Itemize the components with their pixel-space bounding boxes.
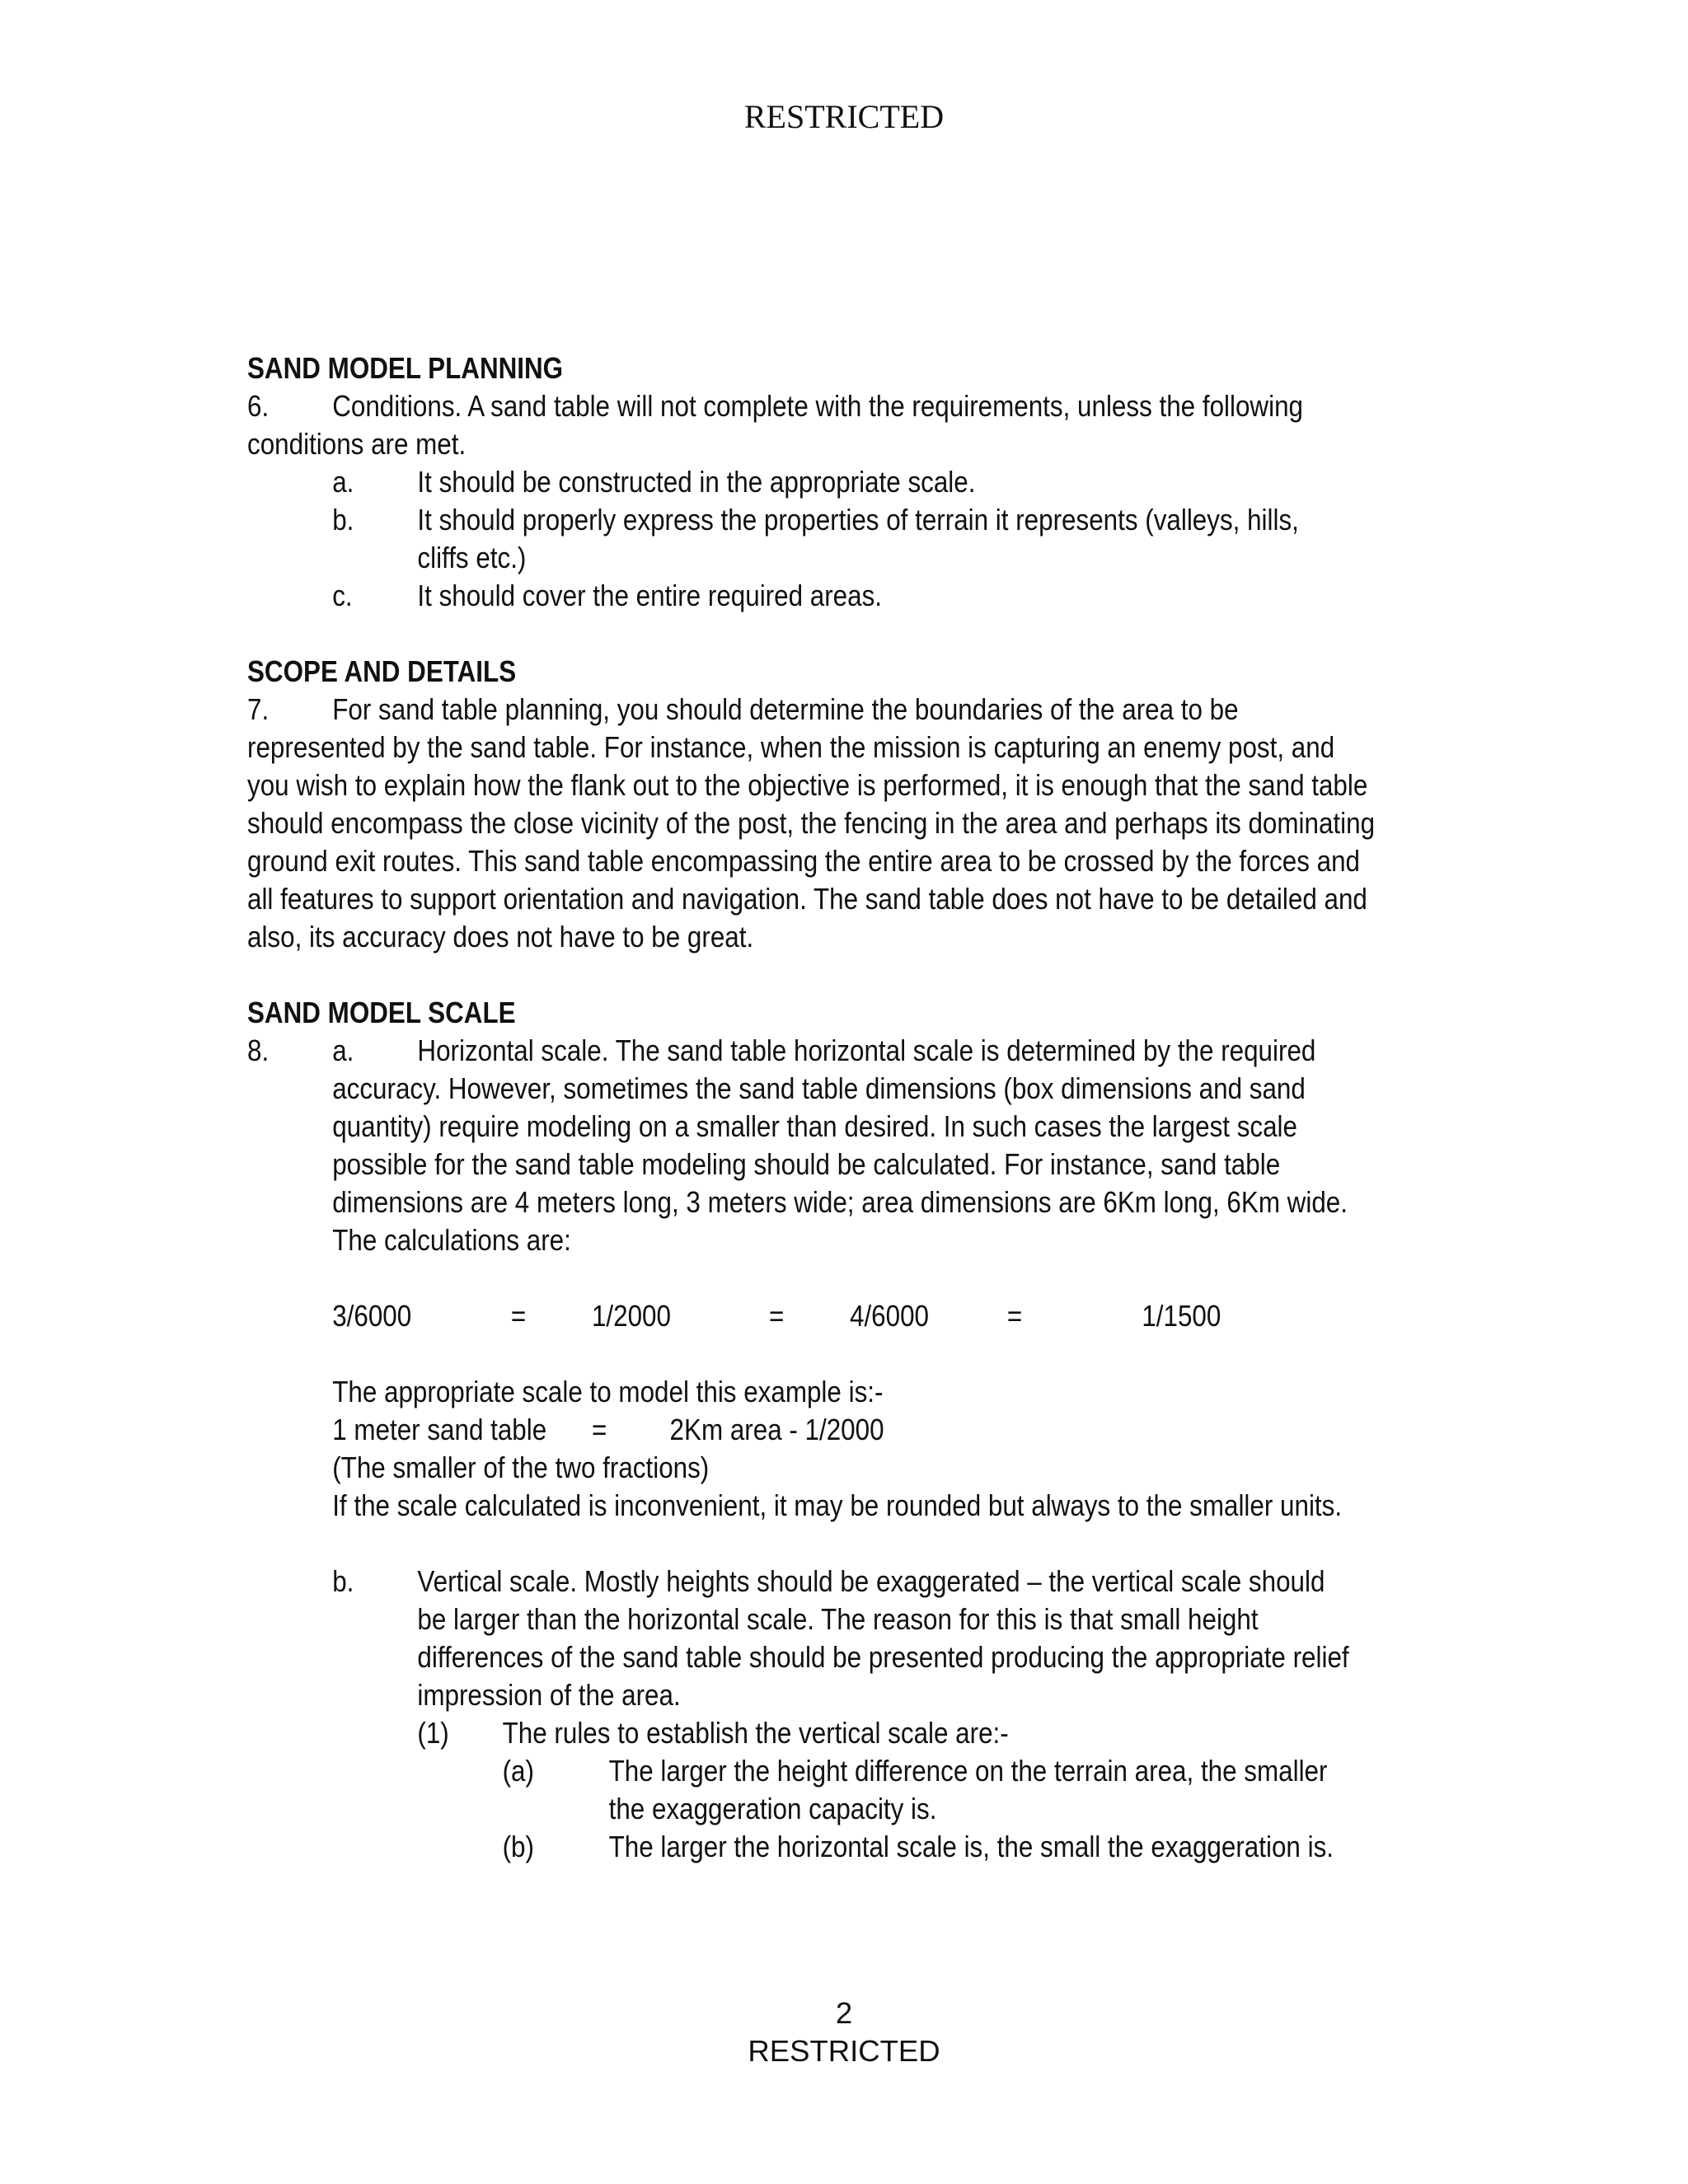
section-heading-scale: SAND MODEL SCALE — [247, 996, 516, 1029]
subparagraph-label: a. — [332, 1033, 354, 1067]
paragraph-7-line: all features to support orientation and navigation. The sand table does not have to be detailed and — [247, 882, 1367, 916]
paragraph-8a-line: possible for the sand table modeling should be calculated. For instance, sand table — [332, 1147, 1281, 1181]
paragraph-8a-line: dimensions are 4 meters long, 3 meters wide; area dimensions are 6Km long, 6Km wide. — [332, 1185, 1348, 1219]
scale-calculation — [332, 1297, 1282, 1335]
classification-header: RESTRICTED — [743, 98, 945, 135]
section-heading-planning: SAND MODEL PLANNING — [247, 351, 564, 385]
subrule-label: (a) — [502, 1754, 534, 1788]
paragraph-7-line: you wish to explain how the flank out to the objective is performed, it is enough that the sand table — [247, 768, 1368, 802]
spacer — [247, 1259, 1282, 1297]
paragraph-text: For sand table planning, you should determine the boundaries of the area to be — [332, 692, 1239, 726]
calc-equals: = — [510, 1299, 527, 1333]
document-body — [247, 349, 1376, 1866]
paragraph-8a-line: The calculations are: — [332, 1223, 571, 1257]
appropriate-scale-intro: The appropriate scale to model this example is:- — [332, 1375, 884, 1408]
list-item-continuation: cliffs etc.) — [417, 541, 527, 574]
calc-term: 1/2000 — [591, 1299, 671, 1333]
paragraph-number: 7. — [247, 692, 270, 726]
page-number: 2 — [835, 1996, 853, 2030]
list-item — [332, 577, 1282, 615]
calc-term: 3/6000 — [332, 1299, 412, 1333]
paragraph-text: Conditions. A sand table will not complete with the requirements, unless the following — [332, 389, 1303, 423]
paragraph-number: 6. — [247, 389, 270, 423]
paragraph-8b-line: differences of the sand table should be presented producing the appropriate relief — [417, 1640, 1349, 1674]
list-item-text: It should be constructed in the appropriate scale. — [417, 465, 976, 499]
smaller-fraction-note: (The smaller of the two fractions) — [332, 1451, 710, 1484]
spacer — [247, 615, 1282, 653]
list-item-text: It should cover the entire required areas. — [417, 579, 882, 612]
list-item — [332, 463, 1282, 501]
paragraph-text: Vertical scale. Mostly heights should be exaggerated – the vertical scale should — [417, 1564, 1325, 1598]
subrule-item — [502, 1752, 1328, 1790]
paragraph-8b-line: impression of the area. — [417, 1678, 681, 1712]
paragraph-7-line — [247, 691, 1282, 729]
paragraph-8a-line: accuracy. However, sometimes the sand table dimensions (box dimensions and sand — [332, 1071, 1306, 1105]
calc-equals: = — [768, 1299, 785, 1333]
paragraph-7-line: ground exit routes. This sand table encompassing the entire area to be crossed by the forces and — [247, 844, 1361, 878]
rule-item — [417, 1714, 1282, 1752]
paragraph-7-line: also, its accuracy does not have to be great. — [247, 920, 754, 954]
list-item-text: It should properly express the properties of terrain it represents (valleys, hills, — [417, 503, 1299, 537]
subrule-text: The larger the horizontal scale is, the small the exaggeration is. — [608, 1830, 1334, 1863]
subparagraph-label: b. — [332, 1564, 354, 1598]
list-item — [332, 501, 1299, 539]
rounding-note: If the scale calculated is inconvenient, it may be rounded but always to the smaller units. — [332, 1488, 1343, 1522]
spacer — [247, 1525, 1282, 1563]
equation-equals: = — [591, 1413, 607, 1446]
list-item-label: c. — [332, 579, 353, 612]
subrule-label: (b) — [502, 1830, 534, 1863]
subrule-text: The larger the height difference on the terrain area, the smaller — [608, 1754, 1328, 1788]
paragraph-text: Horizontal scale. The sand table horizontal scale is determined by the required — [417, 1033, 1316, 1067]
calc-term: 1/1500 — [1142, 1299, 1221, 1333]
paragraph-6-line1 — [247, 387, 1303, 425]
paragraph-8b-line — [332, 1563, 1325, 1601]
paragraph-7-line: represented by the sand table. For instance, when the mission is capturing an enemy post, and — [247, 730, 1335, 764]
section-heading-scope: SCOPE AND DETAILS — [247, 654, 517, 688]
paragraph-8a-line: quantity) require modeling on a smaller than desired. In such cases the largest scale — [332, 1109, 1297, 1143]
spacer — [247, 1335, 1282, 1373]
rule-label: (1) — [417, 1716, 449, 1750]
list-item-label: a. — [332, 465, 354, 499]
appropriate-scale-equation — [332, 1411, 1282, 1449]
paragraph-6-line2: conditions are met. — [247, 427, 467, 461]
equation-left: 1 meter sand table — [332, 1413, 547, 1446]
spacer — [247, 956, 1282, 994]
calc-term: 4/6000 — [850, 1299, 930, 1333]
paragraph-7-line: should encompass the close vicinity of the post, the fencing in the area and perhaps its dominating — [247, 806, 1376, 840]
subrule-continuation: the exaggeration capacity is. — [608, 1792, 937, 1825]
paragraph-8b-line: be larger than the horizontal scale. The reason for this is that small height — [417, 1602, 1259, 1636]
rule-text: The rules to establish the vertical scale are:- — [502, 1716, 1009, 1750]
subrule-item — [502, 1828, 1334, 1866]
paragraph-number: 8. — [247, 1033, 270, 1067]
classification-footer: RESTRICTED — [748, 2034, 940, 2068]
paragraph-8a-line — [247, 1032, 1316, 1070]
list-item-label: b. — [332, 503, 354, 537]
calc-equals: = — [1006, 1299, 1023, 1333]
equation-right: 2Km area - 1/2000 — [669, 1413, 884, 1446]
